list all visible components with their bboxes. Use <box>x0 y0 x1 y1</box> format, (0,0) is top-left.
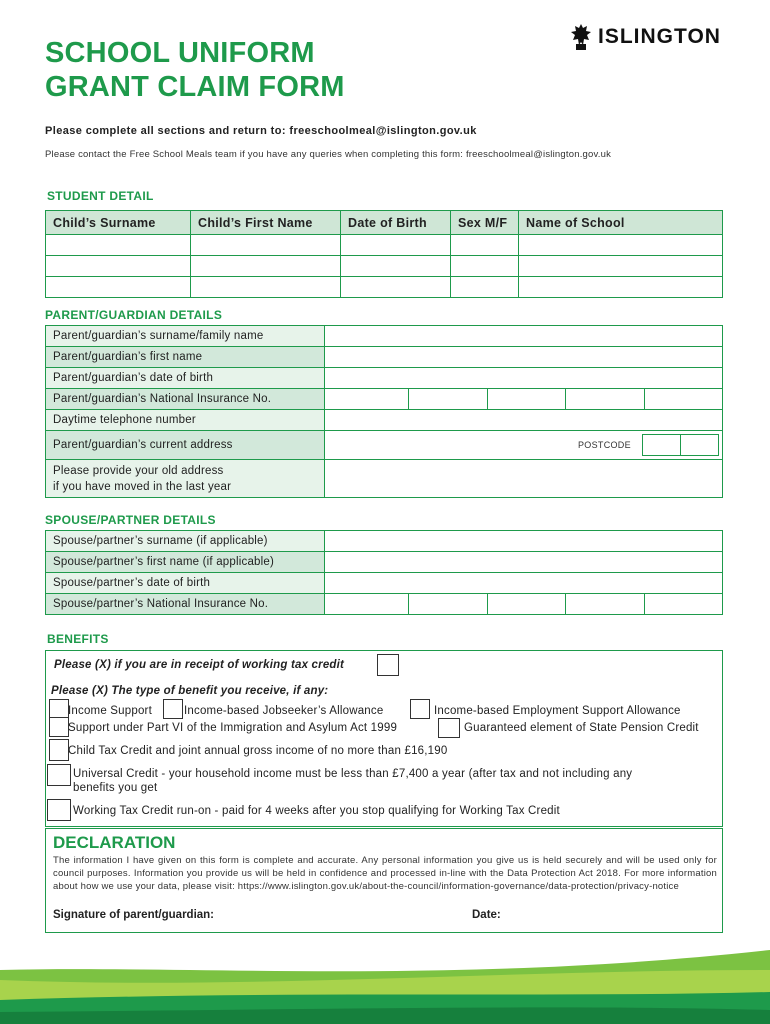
islington-logo <box>570 22 721 52</box>
date-label: Date: <box>472 909 501 921</box>
benefit-type-prompt: Please (X) The type of benefit you receive, if any: <box>51 685 329 697</box>
universal-credit-label-line-1: Universal Credit - your household income must be less than £7,400 a year (after tax and not including any <box>73 768 633 780</box>
col-date-of-birth: Date of Birth <box>341 211 451 235</box>
old-address-line-1: Please provide your old address <box>53 464 224 477</box>
student-dob-field[interactable] <box>341 235 451 256</box>
parent-surname-field[interactable] <box>325 326 723 347</box>
old-address-label <box>46 460 325 498</box>
parent-ni-label: Parent/guardian’s National Insurance No. <box>46 389 325 410</box>
pension-credit-label: Guaranteed element of State Pension Credit <box>464 722 699 734</box>
esa-checkbox[interactable] <box>410 699 430 719</box>
form-title <box>45 36 345 104</box>
parent-first-name-label: Parent/guardian’s first name <box>46 347 325 368</box>
spouse-ni-label: Spouse/partner’s National Insurance No. <box>46 594 325 615</box>
runon-checkbox[interactable] <box>47 799 71 821</box>
jsa-label: Income-based Jobseeker’s Allowance <box>184 705 384 717</box>
student-sex-field[interactable] <box>451 277 519 298</box>
telephone-label: Daytime telephone number <box>46 410 325 431</box>
spouse-heading: SPOUSE/PARTNER DETAILS <box>45 513 216 527</box>
student-surname-field[interactable] <box>46 256 191 277</box>
parent-surname-label: Parent/guardian’s surname/family name <box>46 326 325 347</box>
col-school-name: Name of School <box>519 211 723 235</box>
spouse-ni-field[interactable] <box>325 594 723 615</box>
parent-table <box>45 325 723 498</box>
student-surname-field[interactable] <box>46 277 191 298</box>
parent-first-name-field[interactable] <box>325 347 723 368</box>
title-line-2: GRANT CLAIM FORM <box>45 71 345 103</box>
parent-heading: PARENT/GUARDIAN DETAILS <box>45 308 223 322</box>
benefits-section <box>45 650 723 827</box>
student-school-field[interactable] <box>519 235 723 256</box>
student-first-name-field[interactable] <box>191 256 341 277</box>
pension-credit-checkbox[interactable] <box>438 718 460 738</box>
postcode-label: POSTCODE <box>578 440 631 450</box>
telephone-field[interactable] <box>325 410 723 431</box>
logo-text: ISLINGTON <box>598 25 721 48</box>
declaration-heading: DECLARATION <box>53 833 176 852</box>
working-tax-checkbox[interactable] <box>377 654 399 676</box>
working-tax-prompt: Please (X) if you are in receipt of working tax credit <box>54 659 345 671</box>
esa-label: Income-based Employment Support Allowance <box>434 705 681 717</box>
asylum-support-checkbox[interactable] <box>49 717 69 737</box>
title-line-1: SCHOOL UNIFORM <box>45 37 315 69</box>
spouse-surname-field[interactable] <box>325 531 723 552</box>
postcode-field[interactable] <box>642 434 719 456</box>
spouse-dob-label: Spouse/partner’s date of birth <box>46 573 325 594</box>
student-school-field[interactable] <box>519 277 723 298</box>
spouse-table <box>45 530 723 615</box>
student-first-name-field[interactable] <box>191 277 341 298</box>
student-dob-field[interactable] <box>341 256 451 277</box>
col-child-surname: Child’s Surname <box>46 211 191 235</box>
current-address-label: Parent/guardian’s current address <box>46 431 325 460</box>
student-dob-field[interactable] <box>341 277 451 298</box>
spouse-first-name-label: Spouse/partner’s first name (if applicable) <box>46 552 325 573</box>
universal-credit-checkbox[interactable] <box>47 764 71 786</box>
benefits-heading: BENEFITS <box>47 632 109 646</box>
old-address-line-2: if you have moved in the last year <box>53 480 232 493</box>
income-support-checkbox[interactable] <box>49 699 69 719</box>
child-tax-credit-label: Child Tax Credit and joint annual gross income of no more than £16,190 <box>68 745 448 757</box>
signature-label: Signature of parent/guardian: <box>53 909 215 921</box>
parent-dob-label: Parent/guardian’s date of birth <box>46 368 325 389</box>
crest-icon <box>570 23 592 51</box>
parent-ni-field[interactable] <box>325 389 723 410</box>
student-row <box>46 235 723 256</box>
student-first-name-field[interactable] <box>191 235 341 256</box>
student-sex-field[interactable] <box>451 256 519 277</box>
asylum-support-label: Support under Part VI of the Immigration and Asylum Act 1999 <box>68 722 398 734</box>
col-sex: Sex M/F <box>451 211 519 235</box>
spouse-dob-field[interactable] <box>325 573 723 594</box>
student-table <box>45 210 723 298</box>
student-row <box>46 256 723 277</box>
parent-dob-field[interactable] <box>325 368 723 389</box>
child-tax-credit-checkbox[interactable] <box>49 739 69 761</box>
return-instructions: Please complete all sections and return to: freeschoolmeal@islington.gov.uk <box>45 125 477 137</box>
declaration-text: The information I have given on this form is complete and accurate. Any personal information you give us is held securely and will be used only for council purposes. Information you provide us will be held in confidence and processed in-line with the Data Protection Act 2018. For more information about how we use your data, please visit: https://www.islington.gov.uk/about-the-council/information-governance/data-protection/privacy-notice <box>53 855 717 892</box>
jsa-checkbox[interactable] <box>163 699 183 719</box>
student-school-field[interactable] <box>519 256 723 277</box>
runon-label: Working Tax Credit run-on - paid for 4 weeks after you stop qualifying for Working Tax Credit <box>73 805 560 817</box>
student-sex-field[interactable] <box>451 235 519 256</box>
universal-credit-label-line-2: benefits you get <box>73 782 158 794</box>
student-row <box>46 277 723 298</box>
spouse-surname-label: Spouse/partner’s surname (if applicable) <box>46 531 325 552</box>
contact-instructions: Please contact the Free School Meals team if you have any queries when completing this form: freeschoolmeal@islington.gov.uk <box>45 149 612 160</box>
student-surname-field[interactable] <box>46 235 191 256</box>
col-child-first-name: Child’s First Name <box>191 211 341 235</box>
footer-swoosh <box>0 940 770 1024</box>
declaration-section <box>45 828 723 933</box>
income-support-label: Income Support <box>68 705 152 717</box>
old-address-field[interactable] <box>325 460 723 498</box>
spouse-first-name-field[interactable] <box>325 552 723 573</box>
student-heading: STUDENT DETAIL <box>47 189 154 203</box>
